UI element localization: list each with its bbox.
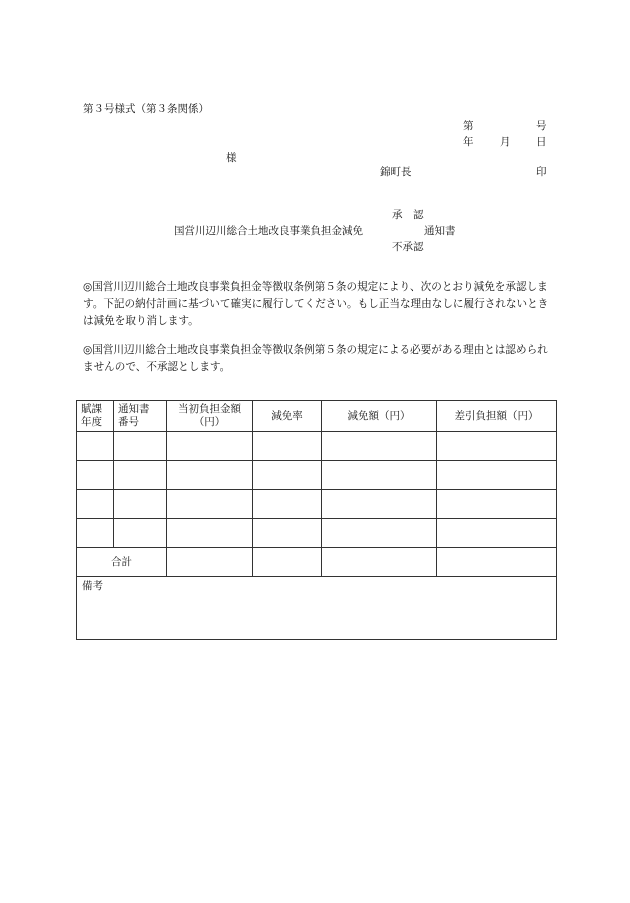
header-reduction-rate: 減免率 (253, 401, 322, 432)
header-notice-number-line1: 通知書 (118, 403, 150, 415)
cell-net-amount[interactable] (437, 461, 557, 490)
cell-reduction-amount[interactable] (322, 490, 437, 519)
total-reduction-amount[interactable] (322, 548, 437, 577)
form-title: 第３号様式（第３条関係） (83, 103, 209, 115)
table-row (77, 490, 557, 519)
cell-notice-number[interactable] (114, 490, 167, 519)
header-fiscal-year-line2: 年度 (81, 416, 102, 428)
document-title-suffix: 通知書 (424, 225, 456, 237)
header-initial-amount-line1: 当初負担金額 (178, 403, 241, 415)
date-month: 月 (500, 136, 511, 148)
reduction-plan-table (76, 400, 557, 640)
seal-mark: 印 (536, 166, 547, 178)
cell-initial-amount[interactable] (167, 519, 253, 548)
table-row (77, 432, 557, 461)
cell-reduction-rate[interactable] (253, 432, 322, 461)
total-net-amount[interactable] (437, 548, 557, 577)
header-fiscal-year (77, 401, 114, 432)
cell-notice-number[interactable] (114, 519, 167, 548)
total-reduction-rate[interactable] (253, 548, 322, 577)
table-total-row (77, 548, 557, 577)
disapproval-paragraph: ◎国営川辺川総合土地改良事業負担金等徴収条例第５条の規定による必要がある理由とは認められませんので、不承認とします。 (83, 344, 548, 373)
cell-notice-number[interactable] (114, 432, 167, 461)
cell-initial-amount[interactable] (167, 461, 253, 490)
cell-reduction-rate[interactable] (253, 519, 322, 548)
cell-net-amount[interactable] (437, 519, 557, 548)
addressee-suffix: 様 (226, 152, 237, 164)
cell-reduction-amount[interactable] (322, 461, 437, 490)
table-header-row (77, 401, 557, 432)
cell-reduction-amount[interactable] (322, 432, 437, 461)
table-row (77, 519, 557, 548)
header-fiscal-year-line1: 賦課 (81, 403, 102, 415)
cell-fiscal-year[interactable] (77, 519, 114, 548)
header-reduction-amount: 減免額（円） (322, 401, 437, 432)
header-initial-amount (167, 401, 253, 432)
table-row (77, 461, 557, 490)
cell-reduction-amount[interactable] (322, 519, 437, 548)
remarks-row (77, 577, 557, 640)
cell-net-amount[interactable] (437, 432, 557, 461)
cell-notice-number[interactable] (114, 461, 167, 490)
date-day: 日 (536, 136, 547, 148)
remarks-label: 備考 (82, 580, 103, 592)
issuer-name: 錦町長 (380, 166, 412, 178)
cell-fiscal-year[interactable] (77, 461, 114, 490)
cell-net-amount[interactable] (437, 490, 557, 519)
document-title-main: 国営川辺川総合土地改良事業負担金減免 (174, 225, 363, 237)
cell-initial-amount[interactable] (167, 432, 253, 461)
cell-fiscal-year[interactable] (77, 490, 114, 519)
number-prefix: 第 (463, 120, 474, 132)
cell-reduction-rate[interactable] (253, 490, 322, 519)
cell-reduction-rate[interactable] (253, 461, 322, 490)
cell-fiscal-year[interactable] (77, 432, 114, 461)
remarks-cell[interactable] (77, 577, 557, 640)
date-year: 年 (463, 136, 474, 148)
header-notice-number-line2: 番号 (118, 416, 139, 428)
title-option-disapprove: 不承認 (392, 241, 424, 253)
total-label: 合計 (77, 548, 167, 577)
title-option-approve: 承 認 (392, 209, 424, 221)
header-notice-number (114, 401, 167, 432)
total-initial-amount[interactable] (167, 548, 253, 577)
header-net-amount: 差引負担額（円） (437, 401, 557, 432)
cell-initial-amount[interactable] (167, 490, 253, 519)
header-initial-amount-line2: （円） (193, 416, 226, 428)
approval-paragraph: ◎国営川辺川総合土地改良事業負担金等徴収条例第５条の規定により、次のとおり減免を承認します。下記の納付計画に基づいて確実に履行してください。もし正当な理由なしに履行されないときは減免を取り消します。 (83, 281, 549, 327)
number-suffix: 号 (536, 120, 547, 132)
